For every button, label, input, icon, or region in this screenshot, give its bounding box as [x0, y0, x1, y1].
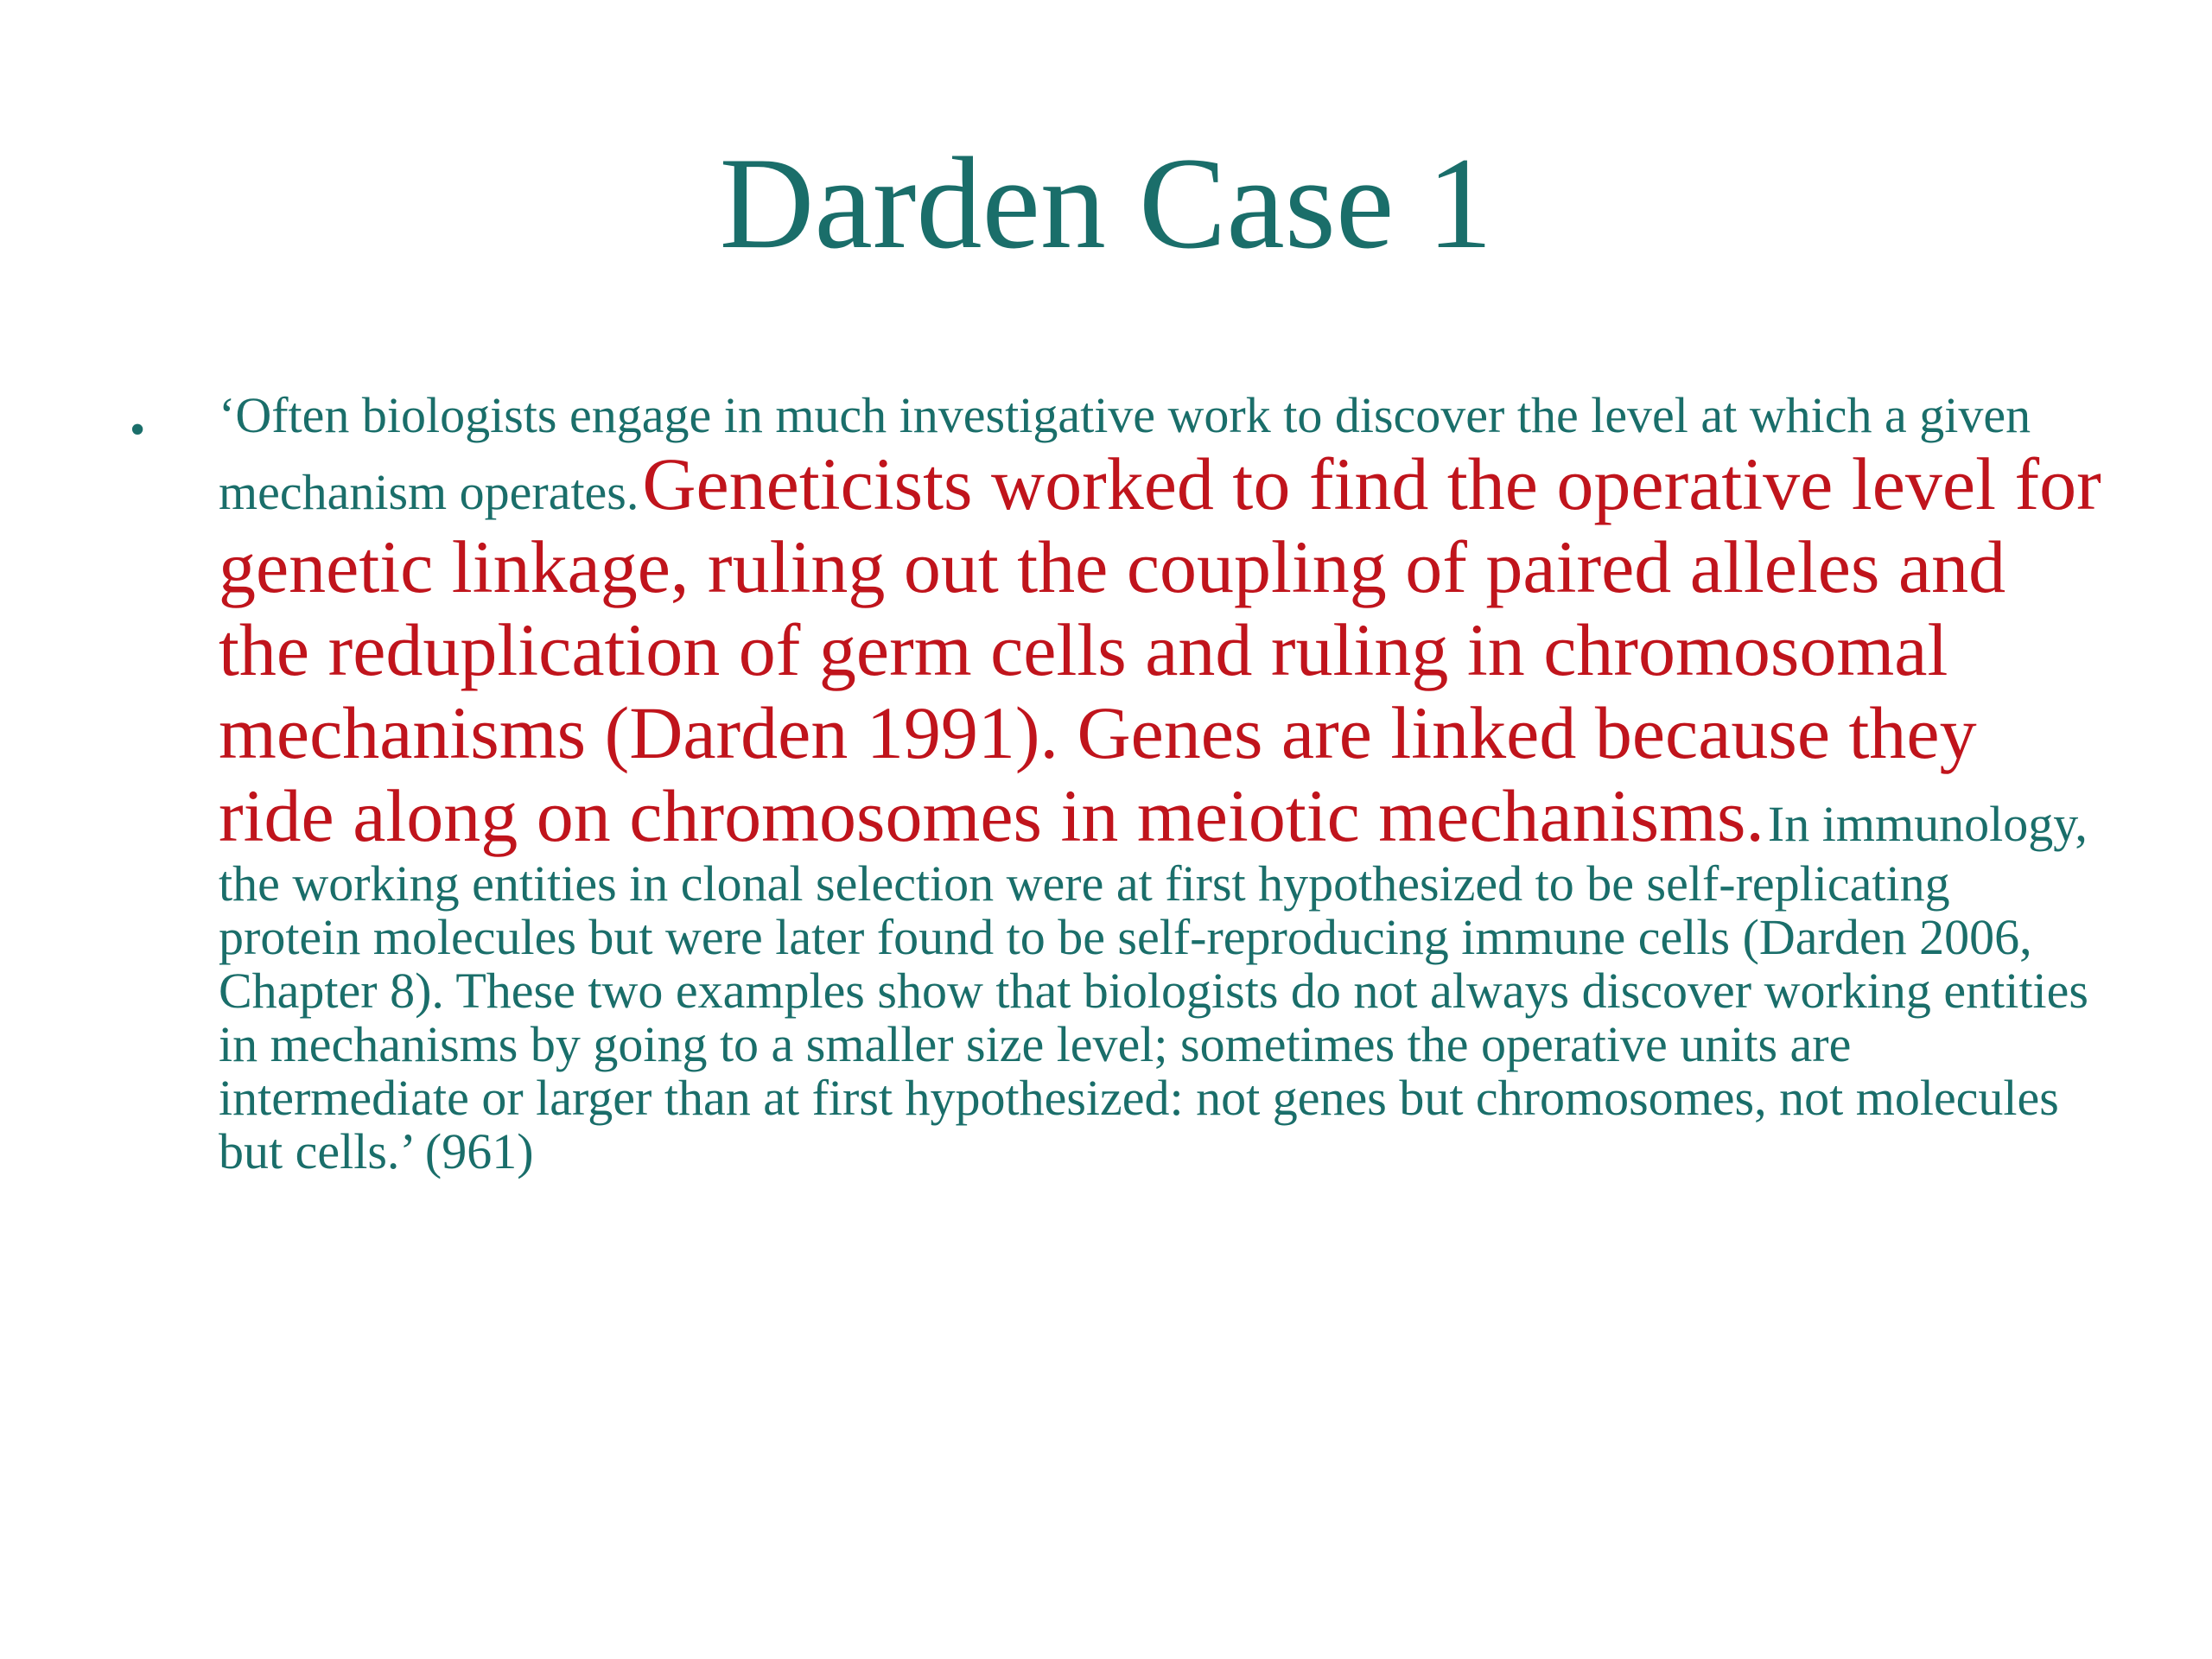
quote-highlight: Geneticists worked to find the operative level for genetic linkage, ruling out the coupling of paired alleles and the reduplication of germ cells and ruling in chromosomal mechanisms (Darden 1991). Genes are linked because they ride along on chromosomes in meiotic mechanisms. — [219, 442, 2101, 857]
quote-rest: In immunology, the working entities in clonal selection were at first hypothesized to be self-replicating protein molecules but were later found to be self-reproducing immune cells (Darden 2006, Chapter 8). These two examples show that biologists do not always discover working entities in mechanisms by going to a smaller size level; sometimes the operative units are intermediate or larger than at first hypothesized: not genes but chromosomes, not molecules but cells.’ (961) — [219, 796, 2088, 1179]
quote-paragraph — [219, 389, 2102, 1179]
quote-intro: ‘Often biologists engage in much investigative work to discover the level at which a given mechanism operates. — [219, 387, 2031, 520]
bullet-marker: • — [130, 405, 146, 454]
slide-title: Darden Case 1 — [719, 130, 1493, 276]
